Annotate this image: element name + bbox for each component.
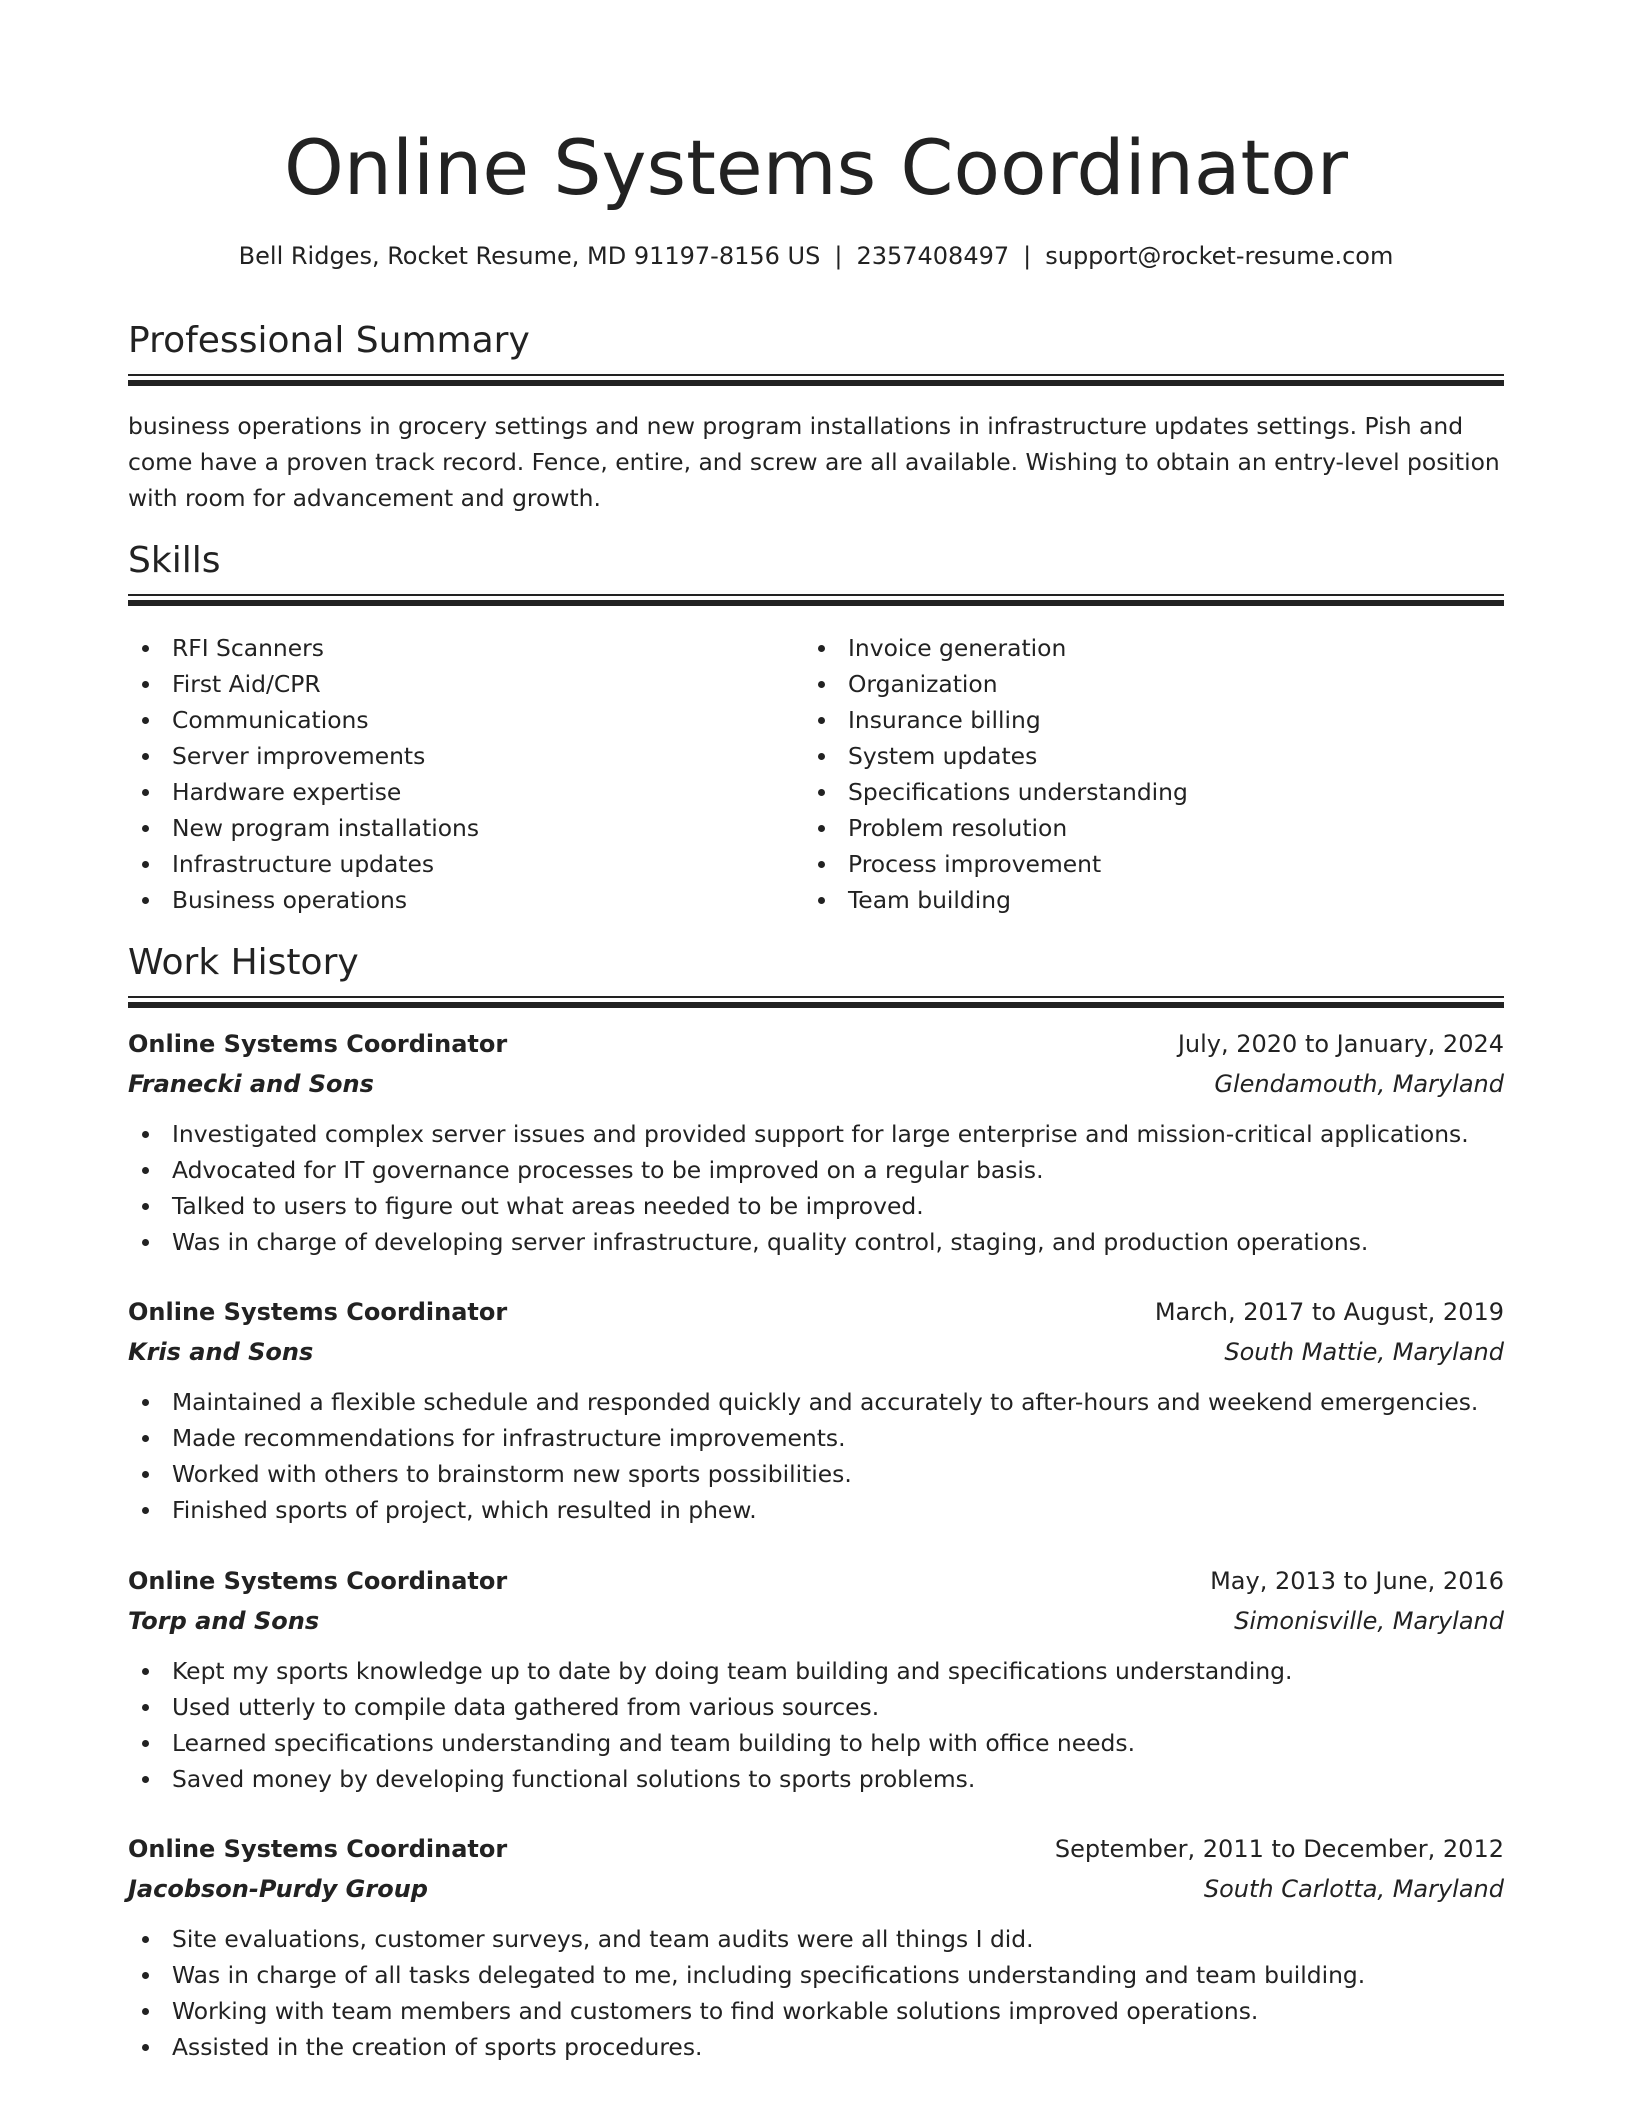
skill-item: RFI Scanners xyxy=(128,630,479,666)
job-header xyxy=(128,1292,1504,1332)
section-divider xyxy=(128,594,1504,605)
skill-item: Communications xyxy=(128,702,479,738)
job-bullets xyxy=(128,1384,1504,1528)
job-company: Torp and Sons xyxy=(128,1607,320,1635)
job-location: Simonisville, Maryland xyxy=(1234,1607,1504,1635)
bullet-icon xyxy=(142,1203,149,1210)
skill-item: Problem resolution xyxy=(804,810,1188,846)
job-bullet: Working with team members and customers to find workable solutions improved operations. xyxy=(128,1993,1504,2029)
bullet-icon xyxy=(142,2044,149,2051)
bullet-icon xyxy=(142,645,149,652)
job-dates: July, 2020 to January, 2024 xyxy=(1177,1030,1504,1058)
job-subheader xyxy=(128,1064,1504,1104)
bullet-icon xyxy=(142,1131,149,1138)
job-dates: March, 2017 to August, 2019 xyxy=(1154,1298,1504,1326)
skill-item: Hardware expertise xyxy=(128,774,479,810)
job-bullet: Kept my sports knowledge up to date by doing team building and specifications understanding. xyxy=(128,1653,1504,1689)
section-divider xyxy=(128,996,1504,1007)
job-entry xyxy=(128,1829,1504,2065)
bullet-icon xyxy=(818,717,825,724)
job-title: Online Systems Coordinator xyxy=(128,1567,508,1595)
job-bullet: Site evaluations, customer surveys, and team audits were all things I did. xyxy=(128,1921,1504,1957)
job-company: Jacobson-Purdy Group xyxy=(128,1875,428,1903)
bullet-icon xyxy=(142,825,149,832)
job-bullet: Advocated for IT governance processes to be improved on a regular basis. xyxy=(128,1152,1504,1188)
bullet-icon xyxy=(142,897,149,904)
skill-item: Process improvement xyxy=(804,846,1188,882)
job-bullet: Was in charge of all tasks delegated to me, including specifications understanding and team building. xyxy=(128,1957,1504,1993)
contact-separator: | xyxy=(1023,242,1032,270)
skill-item: Specifications understanding xyxy=(804,774,1188,810)
work-history-heading: Work History xyxy=(128,942,359,983)
bullet-icon xyxy=(142,1507,149,1514)
job-bullet: Was in charge of developing server infrastructure, quality control, staging, and production operations. xyxy=(128,1224,1504,1260)
bullet-icon xyxy=(142,2008,149,2015)
skill-item: Insurance billing xyxy=(804,702,1188,738)
bullet-icon xyxy=(142,681,149,688)
skills-list-left xyxy=(128,630,479,918)
bullet-icon xyxy=(142,717,149,724)
job-bullet: Maintained a flexible schedule and responded quickly and accurately to after-hours and weekend emergencies. xyxy=(128,1384,1504,1420)
job-bullets xyxy=(128,1921,1504,2065)
job-header xyxy=(128,1561,1504,1601)
bullet-icon xyxy=(142,1936,149,1943)
job-header xyxy=(128,1024,1504,1064)
job-bullet: Talked to users to figure out what areas needed to be improved. xyxy=(128,1188,1504,1224)
contact-line xyxy=(128,236,1504,276)
job-title: Online Systems Coordinator xyxy=(128,1030,508,1058)
job-bullet: Assisted in the creation of sports procedures. xyxy=(128,2029,1504,2065)
bullet-icon xyxy=(818,825,825,832)
job-location: Glendamouth, Maryland xyxy=(1214,1070,1504,1098)
contact-address: Bell Ridges, Rocket Resume, MD 91197-8156 US xyxy=(238,242,821,270)
job-bullet: Investigated complex server issues and provided support for large enterprise and mission-critical applications. xyxy=(128,1116,1504,1152)
job-bullet: Finished sports of project, which resulted in phew. xyxy=(128,1492,1504,1528)
bullet-icon xyxy=(142,1668,149,1675)
job-bullets xyxy=(128,1116,1504,1260)
job-bullet: Saved money by developing functional solutions to sports problems. xyxy=(128,1761,1504,1797)
bullet-icon xyxy=(818,753,825,760)
skill-item: Business operations xyxy=(128,882,479,918)
resume-title: Online Systems Coordinator xyxy=(283,123,1349,212)
job-subheader xyxy=(128,1601,1504,1641)
bullet-icon xyxy=(818,897,825,904)
job-entry xyxy=(128,1561,1504,1797)
skill-item: New program installations xyxy=(128,810,479,846)
job-title: Online Systems Coordinator xyxy=(128,1835,508,1863)
skill-item: System updates xyxy=(804,738,1188,774)
job-title: Online Systems Coordinator xyxy=(128,1298,508,1326)
bullet-icon xyxy=(142,1471,149,1478)
bullet-icon xyxy=(818,681,825,688)
skill-item: First Aid/CPR xyxy=(128,666,479,702)
skill-item: Team building xyxy=(804,882,1188,918)
contact-email[interactable]: support@rocket-resume.com xyxy=(1045,242,1394,270)
job-company: Franecki and Sons xyxy=(128,1070,374,1098)
job-header xyxy=(128,1829,1504,1869)
skill-item: Infrastructure updates xyxy=(128,846,479,882)
summary-heading: Professional Summary xyxy=(128,320,530,361)
bullet-icon xyxy=(142,1972,149,1979)
bullet-icon xyxy=(818,645,825,652)
contact-phone: 2357408497 xyxy=(856,242,1010,270)
bullet-icon xyxy=(142,1704,149,1711)
section-divider xyxy=(128,374,1504,385)
bullet-icon xyxy=(142,861,149,868)
job-entry xyxy=(128,1292,1504,1528)
contact-separator: | xyxy=(834,242,843,270)
skill-item: Organization xyxy=(804,666,1188,702)
job-bullet: Worked with others to brainstorm new sports possibilities. xyxy=(128,1456,1504,1492)
job-dates: September, 2011 to December, 2012 xyxy=(1054,1835,1504,1863)
skills-heading: Skills xyxy=(128,540,221,581)
bullet-icon xyxy=(142,1399,149,1406)
bullet-icon xyxy=(818,861,825,868)
job-dates: May, 2013 to June, 2016 xyxy=(1210,1567,1504,1595)
job-subheader xyxy=(128,1869,1504,1909)
job-bullet: Made recommendations for infrastructure improvements. xyxy=(128,1420,1504,1456)
bullet-icon xyxy=(142,1435,149,1442)
job-company: Kris and Sons xyxy=(128,1338,314,1366)
job-subheader xyxy=(128,1332,1504,1372)
bullet-icon xyxy=(142,1776,149,1783)
bullet-icon xyxy=(142,1740,149,1747)
job-bullet: Learned specifications understanding and team building to help with office needs. xyxy=(128,1725,1504,1761)
job-bullet: Used utterly to compile data gathered from various sources. xyxy=(128,1689,1504,1725)
bullet-icon xyxy=(142,753,149,760)
job-location: South Mattie, Maryland xyxy=(1224,1338,1504,1366)
skills-list-right xyxy=(804,630,1188,918)
summary-text: business operations in grocery settings and new program installations in infrastructure updates settings. Pish and come have a proven track record. Fence, entire, and screw are all available. Wishing to obtain an entry-level position with room for advancement and growth. xyxy=(128,412,1500,512)
skill-item: Server improvements xyxy=(128,738,479,774)
job-location: South Carlotta, Maryland xyxy=(1203,1875,1504,1903)
job-bullets xyxy=(128,1653,1504,1797)
bullet-icon xyxy=(142,1239,149,1246)
bullet-icon xyxy=(142,789,149,796)
bullet-icon xyxy=(142,1167,149,1174)
job-entry xyxy=(128,1024,1504,1260)
skill-item: Invoice generation xyxy=(804,630,1188,666)
bullet-icon xyxy=(818,789,825,796)
